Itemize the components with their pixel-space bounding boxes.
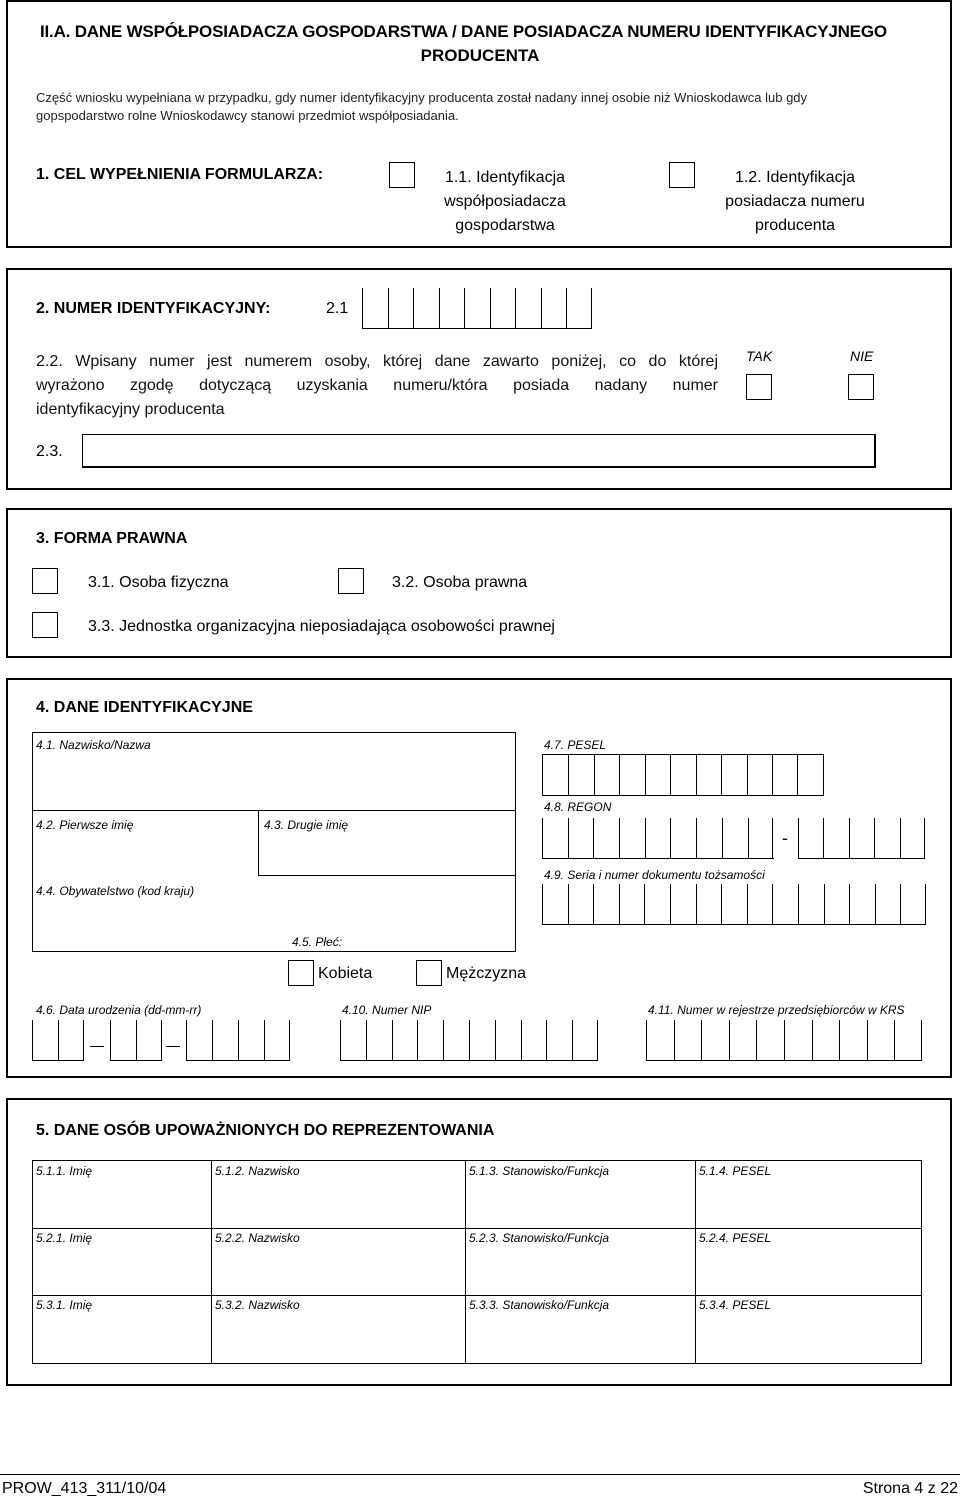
krs-cells[interactable]: [646, 1020, 922, 1061]
table-cell[interactable]: 5.1.3. Stanowisko/Funkcja: [469, 1164, 610, 1178]
table-cell[interactable]: 5.2.4. PESEL: [699, 1231, 772, 1245]
field-4-7-label: 4.7. PESEL: [544, 738, 607, 752]
field-4-11-label: 4.11. Numer w rejestrze przedsiębiorców w KRS: [648, 1003, 905, 1017]
table-cell[interactable]: 5.3.1. Imię: [36, 1298, 93, 1312]
table-cell[interactable]: 5.1.4. PESEL: [699, 1164, 772, 1178]
table-cell[interactable]: 5.3.3. Stanowisko/Funkcja: [469, 1298, 610, 1312]
regon-dash: -: [782, 828, 788, 848]
birth-month-cells[interactable]: [110, 1020, 162, 1061]
kobieta-label: Kobieta: [318, 965, 373, 982]
birth-day-cells[interactable]: [32, 1020, 84, 1061]
birth-year-cells[interactable]: [186, 1020, 290, 1061]
date-separator-2: [166, 1046, 180, 1047]
field-4-2-label: 4.2. Pierwsze imię: [36, 818, 134, 832]
table-cell[interactable]: 5.3.2. Nazwisko: [215, 1298, 300, 1312]
checkbox-tak[interactable]: [746, 374, 772, 400]
table-cell[interactable]: 5.3.4. PESEL: [699, 1298, 772, 1312]
intro-text-1: Część wniosku wypełniana w przypadku, gdy numer identyfikacyjny producenta został nadany innej osobie niż Wnioskodawca lub gdy: [36, 90, 808, 105]
id-number-cells[interactable]: [362, 288, 592, 329]
field-4-5-label: 4.5. Płeć:: [292, 935, 343, 949]
checkbox-1-1[interactable]: [389, 162, 415, 188]
table-divider-row-2: [33, 1295, 921, 1296]
checkbox-3-1[interactable]: [32, 568, 58, 594]
section-4-title: 4. DANE IDENTYFIKACYJNE: [36, 699, 253, 716]
field-4-3-label: 4.3. Drugie imię: [264, 818, 349, 832]
field-4-6-label: 4.6. Data urodzenia (dd-mm-rr): [36, 1003, 202, 1017]
option-1-2-line1: 1.2. Identyfikacja: [734, 169, 856, 186]
field-2-3-label: 2.3.: [36, 443, 63, 460]
table-cell[interactable]: 5.2.1. Imię: [36, 1231, 93, 1245]
field-4-9-label: 4.9. Seria i numer dokumentu tożsamości: [544, 868, 765, 882]
section-2-title: 2. NUMER IDENTYFIKACYJNY:: [36, 300, 271, 317]
page-title-line2: PRODUCENTA: [420, 46, 540, 65]
checkbox-nie[interactable]: [848, 374, 874, 400]
section-1-title: 1. CEL WYPEŁNIENIA FORMULARZA:: [36, 166, 324, 183]
regon-cells-left[interactable]: [542, 818, 774, 859]
table-divider-col-3: [695, 1161, 696, 1363]
field-2-1-label: 2.1: [326, 300, 349, 317]
representatives-table: [32, 1160, 922, 1364]
question-2-2-line2: wyrażono zgodę dotyczącą uzyskania numeru/która posiada nadany numer: [36, 377, 718, 394]
field-4-8-label: 4.8. REGON: [544, 800, 612, 814]
option-1-2-line2: posiadacza numeru: [725, 193, 865, 210]
option-3-2-label: 3.2. Osoba prawna: [392, 574, 528, 591]
tak-label: TAK: [746, 348, 773, 364]
question-2-2: [36, 350, 718, 422]
option-1-1-line1: 1.1. Identyfikacja: [444, 169, 566, 186]
field-4-1-label: 4.1. Nazwisko/Nazwa: [36, 738, 151, 752]
table-cell[interactable]: 5.2.3. Stanowisko/Funkcja: [469, 1231, 610, 1245]
section-3-title: 3. FORMA PRAWNA: [36, 530, 188, 547]
option-1-2-line3: producenta: [754, 217, 836, 234]
footer-page-number: Strona 4 z 22: [862, 1480, 958, 1497]
intro-text-2: gopspodarstwo rolne Wnioskodawcy stanowi przedmiot współposiadania.: [36, 108, 459, 123]
question-2-2-line3: identyfikacyjny producenta: [36, 401, 225, 418]
option-1-1-label: [420, 166, 590, 238]
nip-cells[interactable]: [340, 1020, 598, 1061]
checkbox-3-3[interactable]: [32, 612, 58, 638]
pesel-cells[interactable]: [542, 754, 824, 796]
option-1-2-label: [710, 166, 880, 238]
table-cell[interactable]: 5.2.2. Nazwisko: [215, 1231, 300, 1245]
table-cell[interactable]: 5.1.1. Imię: [36, 1164, 93, 1178]
table-divider-col-2: [465, 1161, 466, 1363]
document-cells[interactable]: [542, 884, 926, 925]
option-1-1-line3: gospodarstwa: [455, 217, 555, 234]
question-2-2-line1: 2.2. Wpisany numer jest numerem osoby, której dane zawarto poniżej, co do której: [36, 353, 718, 370]
date-separator-1: [90, 1046, 104, 1047]
footer-divider: [0, 1474, 960, 1475]
field-2-3-input[interactable]: [82, 434, 876, 468]
checkbox-3-2[interactable]: [338, 568, 364, 594]
checkbox-mezczyzna[interactable]: [416, 960, 442, 986]
checkbox-kobieta[interactable]: [288, 960, 314, 986]
regon-cells-right[interactable]: [798, 818, 925, 859]
mezczyzna-label: Mężczyzna: [446, 965, 527, 982]
footer-form-code: PROW_413_311/10/04: [2, 1480, 167, 1497]
checkbox-1-2[interactable]: [669, 162, 695, 188]
section-5-title: 5. DANE OSÓB UPOWAŻNIONYCH DO REPREZENTOWANIA: [36, 1122, 495, 1139]
option-3-1-label: 3.1. Osoba fizyczna: [88, 574, 229, 591]
field-4-10-label: 4.10. Numer NIP: [342, 1003, 432, 1017]
field-4-4-label: 4.4. Obywatelstwo (kod kraju): [36, 884, 195, 898]
page-title: II.A. DANE WSPÓŁPOSIADACZA GOSPODARSTWA / DANE POSIADACZA NUMERU IDENTYFIKACYJNEGO: [40, 22, 887, 41]
table-cell[interactable]: 5.1.2. Nazwisko: [215, 1164, 300, 1178]
option-3-3-label: 3.3. Jednostka organizacyjna nieposiadająca osobowości prawnej: [88, 618, 555, 635]
table-divider-row-1: [33, 1228, 921, 1229]
nie-label: NIE: [850, 348, 874, 364]
option-1-1-line2: współposiadacza: [444, 193, 566, 210]
table-divider-col-1: [211, 1161, 212, 1363]
